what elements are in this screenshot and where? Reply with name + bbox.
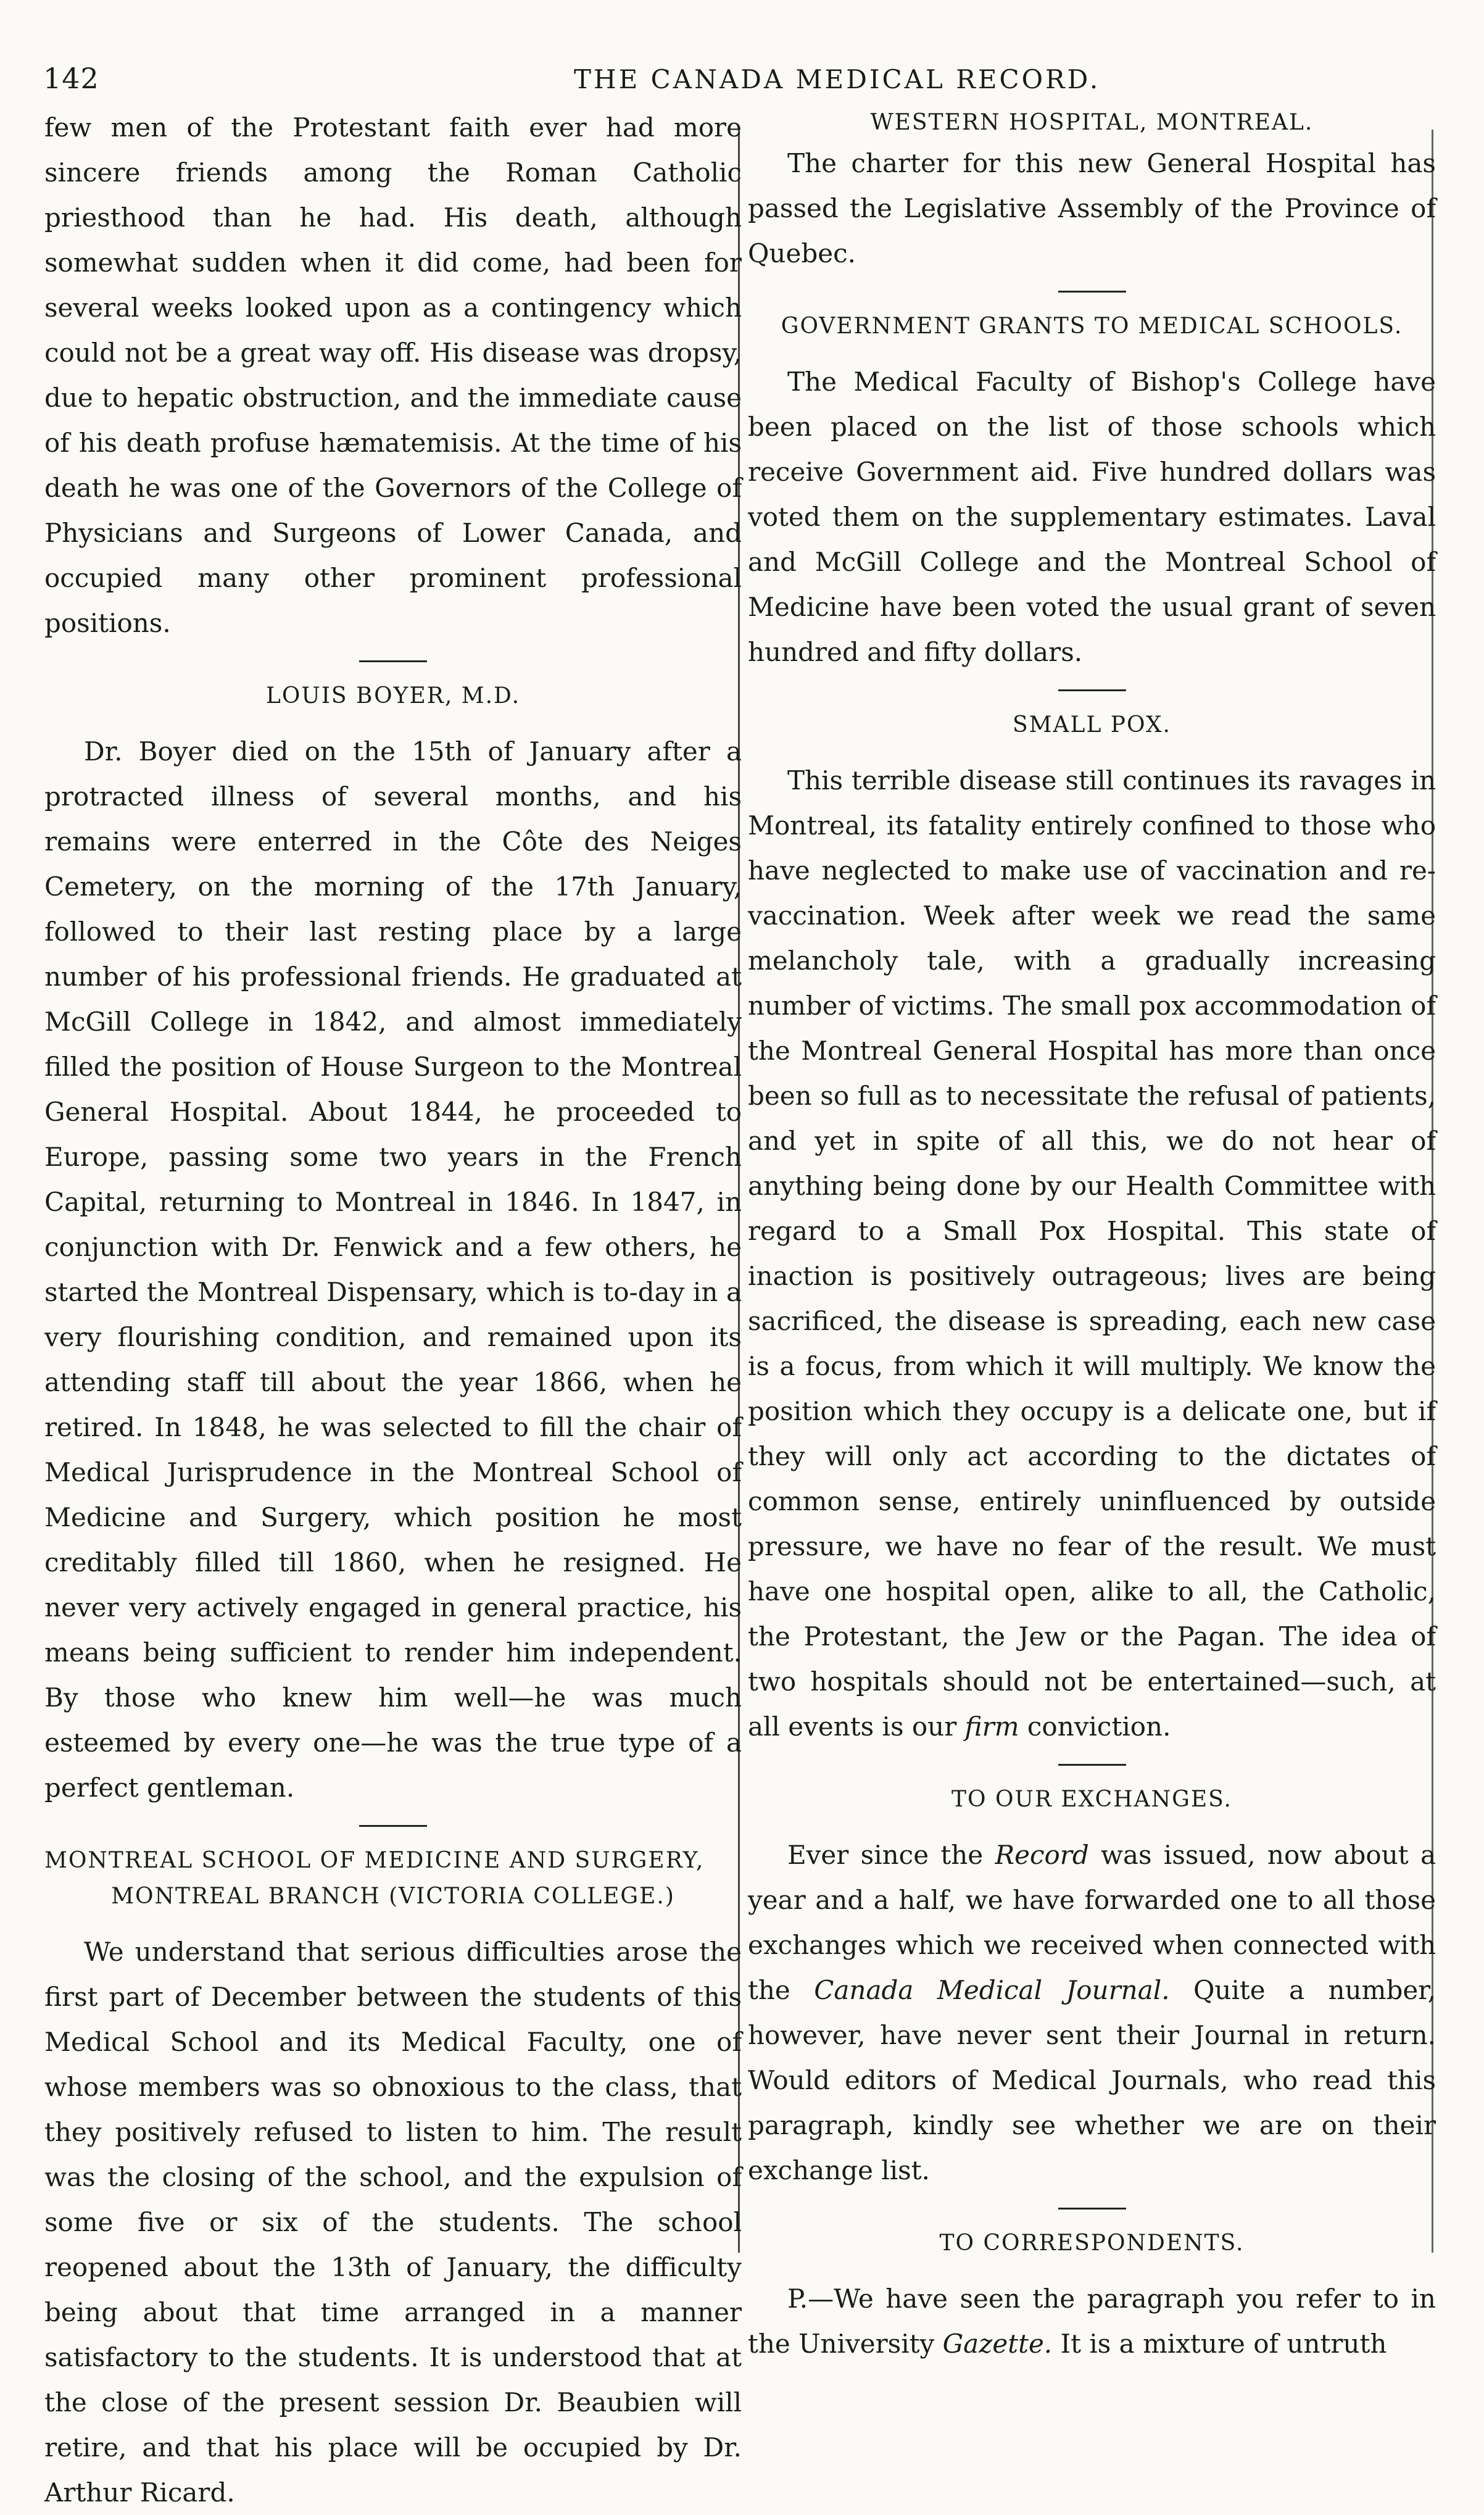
record-title: Record <box>995 1840 1089 1870</box>
obituary-continuation: few men of the Protestant faith ever had more sincere friends among the Roman Catholic priesthood than he had. His death, although somewhat sudden when it did come, had been for several weeks looked upon as a contingency which could not be a great way off. His disease was dropsy, due to hepatic obstruction, and the immediate cause of his death profuse hæmatemisis. At the time of his death he was one of the Governors of the College of Physicians and Surgeons of Lower Canada, and occupied many other prominent professional positions. <box>44 112 742 638</box>
heading-government-grants: GOVERNMENT GRANTS TO MEDICAL SCHOOLS. <box>781 314 1403 339</box>
heading-to-our-exchanges: TO OUR EXCHANGES. <box>951 1787 1232 1812</box>
heading-small-pox: SMALL POX. <box>1013 712 1171 738</box>
small-pox-text: This terrible disease still continues its ravages in Montreal, its fatality entirely confined to those who have neglected to make use of vaccination and re-vaccination. Week after week we read the same melancholy tale, with a gradually increasing number of victims. The small pox accommodation of the Montreal General Hospital has more than once been so full as to necessitate the refusal of patients, and yet in spite of all this, we do not hear of anything being done by our Health Committee with regard to a Small Pox Hospital. This state of inaction is positively outrageous; lives are being sacrificed, the disease is spreading, each new case is a focus, from which it will multiply. We know the position which they occupy is a delicate one, but if they will only act according to the dictates of common sense, entirely uninfluenced by outside pressure, we have no fear of the result. We must have one hospital open, alike to all, the Catholic, the Protestant, the Jew or the Pagan. The idea of two hospitals should not be entertained—such, at all events is our <box>748 765 1436 1742</box>
left-column <box>44 105 742 2515</box>
journal-title: Canada Medical Journal. <box>814 1975 1170 2005</box>
exchanges-text-1: Ever since the <box>787 1840 995 1870</box>
exchanges-article <box>748 1832 1436 2193</box>
spacer <box>748 1818 1436 1832</box>
correspondents-article <box>748 2276 1436 2366</box>
gazette-title: Gazette. <box>942 2329 1053 2359</box>
page-header <box>43 37 1432 93</box>
heading-louis-boyer: LOUIS BOYER, M.D. <box>265 683 521 709</box>
spacer <box>748 743 1436 758</box>
correspondents-text-1: P.—We have seen the paragraph you refer to in the University <box>748 2284 1436 2359</box>
exchanges-text-2: was issued, now about a year and a half, we have forwarded one to all those exchanges which we received when connected with the <box>748 1840 1436 2005</box>
spacer <box>44 714 742 729</box>
section-rule <box>1058 291 1126 293</box>
section-rule <box>1058 1764 1126 1766</box>
government-grants-article: The Medical Faculty of Bishop's College have been placed on the list of those schools which receive Government aid. Five hundred dollars was voted them on the supplementary estimates. Laval and McGill College and the Montreal School of Medicine have been voted the usual grant of seven hundred and fifty dollars. <box>748 367 1436 667</box>
section-rule <box>359 660 427 662</box>
boyer-obituary: Dr. Boyer died on the 15th of January after a protracted illness of several months, and his remains were enterred in the Côte des Neiges Cemetery, on the morning of the 17th January, followed to their last resting place by a large number of his professional friends. He graduated at McGill College in 1842, and almost immediately filled the position of House Surgeon to the Montreal General Hospital. About 1844, he proceeded to Europe, passing some two years in the French Capital, returning to Montreal in 1846. In 1847, in conjunction with Dr. Fenwick and a few others, he started the Montreal Dispensary, which is to-day in a very flourishing condition, and remained upon its attending staff till about the year 1866, when he retired. In 1848, he was selected to fill the chair of Medical Jurisprudence in the Montreal School of Medicine and Surgery, which position he most creditably filled till 1860, when he resigned. He never very actively engaged in general practice, his means being sufficient to render him independent. By those who knew him well—he was much esteemed by every one—he was the true type of a perfect gentleman. <box>44 736 742 1803</box>
small-pox-emphasis: firm <box>964 1711 1019 1742</box>
heading-montreal-school-2: MONTREAL BRANCH (VICTORIA COLLEGE.) <box>111 1884 675 1909</box>
western-hospital-article: The charter for this new General Hospital has passed the Legislative Assembly of the Province of Quebec. <box>748 148 1436 268</box>
spacer <box>748 344 1436 359</box>
section-rule <box>1058 2208 1126 2209</box>
exchanges-text-3: Quite a number, however, have never sent their Journal in return. Would editors of Medical Journals, who read this paragraph, kindly see whether we are on their exchange list. <box>748 1975 1436 2185</box>
running-title: THE CANADA MEDICAL RECORD. <box>574 64 1101 94</box>
correspondents-text-2: It is a mixture of untruth <box>1052 2329 1387 2359</box>
right-column <box>748 105 1436 2366</box>
small-pox-article <box>748 758 1436 1749</box>
heading-to-correspondents: TO CORRESPONDENTS. <box>939 2230 1245 2256</box>
montreal-school-article: We understand that serious difficulties arose the first part of December between the students of this Medical School and its Medical Faculty, one of whose members was so obnoxious to the class, that they positively refused to listen to him. The result was the closing of the school, and the expulsion of some five or six of the students. The school reopened about the 13th of January, the difficulty being about that time arranged in a manner satisfactory to the students. It is understood that at the close of the present session Dr. Beaubien will retire, and that his place will be occupied by Dr. Arthur Ricard. <box>44 1937 742 2508</box>
spacer <box>44 1914 742 1929</box>
small-pox-text-end: conviction. <box>1019 1711 1171 1742</box>
spacer <box>748 2261 1436 2276</box>
page-number: 142 <box>43 62 99 95</box>
heading-montreal-school-1: MONTREAL SCHOOL OF MEDICINE AND SURGERY, <box>44 1848 705 1873</box>
section-rule <box>359 1825 427 1827</box>
heading-western-hospital: WESTERN HOSPITAL, MONTREAL. <box>870 110 1314 135</box>
section-rule <box>1058 689 1126 691</box>
